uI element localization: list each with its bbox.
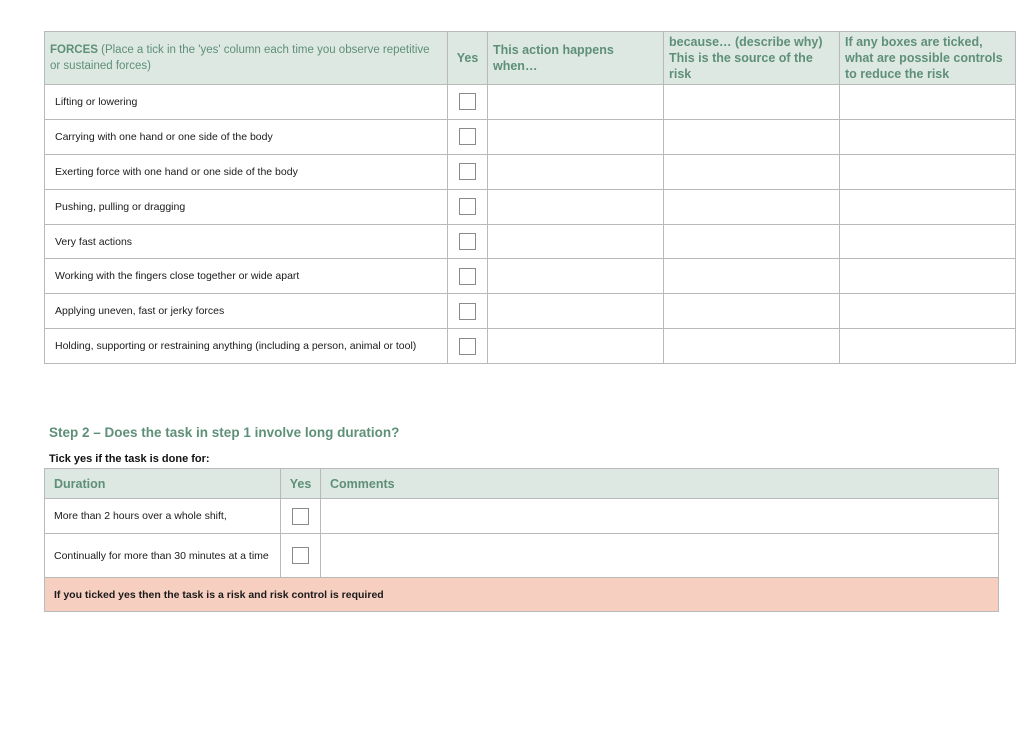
duration-label: More than 2 hours over a whole shift,	[45, 499, 281, 534]
table-row	[45, 224, 1016, 259]
when-cell[interactable]	[488, 224, 664, 259]
force-label: Working with the fingers close together or wide apart	[45, 259, 448, 294]
controls-cell[interactable]	[840, 294, 1016, 329]
table-row	[45, 85, 1016, 120]
controls-cell[interactable]	[840, 154, 1016, 189]
table-row	[45, 534, 999, 578]
comments-cell[interactable]	[321, 499, 999, 534]
yes-checkbox[interactable]	[459, 268, 476, 285]
table-row	[45, 329, 1016, 364]
controls-cell[interactable]	[840, 189, 1016, 224]
force-label: Lifting or lowering	[45, 85, 448, 120]
yes-checkbox[interactable]	[459, 128, 476, 145]
forces-header-when: This action happens when…	[488, 32, 664, 85]
duration-header-yes: Yes	[281, 469, 321, 499]
when-cell[interactable]	[488, 294, 664, 329]
duration-table	[44, 468, 999, 612]
step2-heading: Step 2 – Does the task in step 1 involve long duration?	[49, 425, 400, 440]
duration-label: Continually for more than 30 minutes at a time	[45, 534, 281, 578]
force-label: Exerting force with one hand or one side of the body	[45, 154, 448, 189]
when-cell[interactable]	[488, 85, 664, 120]
forces-header-controls: If any boxes are ticked, what are possible controls to reduce the risk	[840, 32, 1016, 85]
when-cell[interactable]	[488, 119, 664, 154]
force-label: Pushing, pulling or dragging	[45, 189, 448, 224]
because-cell[interactable]	[664, 294, 840, 329]
table-row	[45, 294, 1016, 329]
because-cell[interactable]	[664, 259, 840, 294]
table-row	[45, 119, 1016, 154]
force-label: Applying uneven, fast or jerky forces	[45, 294, 448, 329]
duration-header-row	[45, 469, 999, 499]
force-label: Carrying with one hand or one side of the body	[45, 119, 448, 154]
forces-header-yes: Yes	[448, 32, 488, 85]
force-label: Holding, supporting or restraining anything (including a person, animal or tool)	[45, 329, 448, 364]
when-cell[interactable]	[488, 259, 664, 294]
risk-note-row	[45, 578, 999, 612]
forces-header-label: FORCES (Place a tick in the 'yes' column each time you observe repetitive or sustained forces)	[45, 32, 448, 85]
because-cell[interactable]	[664, 329, 840, 364]
because-cell[interactable]	[664, 154, 840, 189]
when-cell[interactable]	[488, 189, 664, 224]
yes-checkbox[interactable]	[459, 198, 476, 215]
controls-cell[interactable]	[840, 85, 1016, 120]
table-row	[45, 259, 1016, 294]
forces-header-because: because… (describe why) This is the source of the risk	[664, 32, 840, 85]
forces-header-row	[45, 32, 1016, 85]
force-label: Very fast actions	[45, 224, 448, 259]
comments-cell[interactable]	[321, 534, 999, 578]
because-cell[interactable]	[664, 224, 840, 259]
step2-instruction: Tick yes if the task is done for:	[49, 453, 210, 465]
because-cell[interactable]	[664, 85, 840, 120]
when-cell[interactable]	[488, 329, 664, 364]
duration-header-duration: Duration	[45, 469, 281, 499]
table-row	[45, 499, 999, 534]
table-row	[45, 154, 1016, 189]
yes-checkbox[interactable]	[459, 163, 476, 180]
yes-checkbox[interactable]	[292, 547, 309, 564]
yes-checkbox[interactable]	[292, 508, 309, 525]
because-cell[interactable]	[664, 189, 840, 224]
forces-table	[44, 31, 1016, 364]
controls-cell[interactable]	[840, 224, 1016, 259]
table-row	[45, 189, 1016, 224]
controls-cell[interactable]	[840, 119, 1016, 154]
controls-cell[interactable]	[840, 259, 1016, 294]
risk-note: If you ticked yes then the task is a risk and risk control is required	[45, 578, 999, 612]
yes-checkbox[interactable]	[459, 303, 476, 320]
yes-checkbox[interactable]	[459, 338, 476, 355]
controls-cell[interactable]	[840, 329, 1016, 364]
because-cell[interactable]	[664, 119, 840, 154]
when-cell[interactable]	[488, 154, 664, 189]
yes-checkbox[interactable]	[459, 93, 476, 110]
duration-header-comments: Comments	[321, 469, 999, 499]
yes-checkbox[interactable]	[459, 233, 476, 250]
